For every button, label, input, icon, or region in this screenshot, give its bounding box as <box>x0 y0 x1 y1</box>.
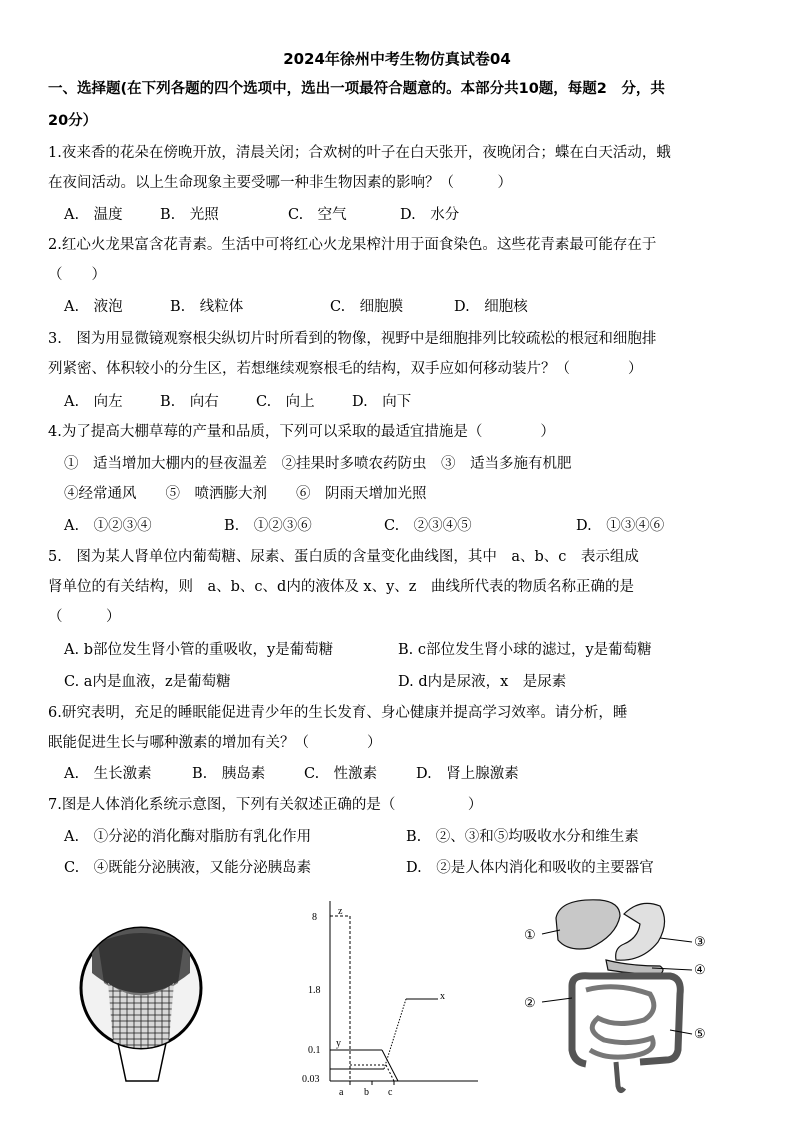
graph-x-tick-a: a <box>339 1087 344 1098</box>
label-5: ⑤ <box>694 1026 706 1041</box>
question-2-option-a[interactable]: A. 液泡 <box>64 299 123 315</box>
question-5-option-d[interactable]: D. d内是尿液，x 是尿素 <box>398 674 567 690</box>
question-6-line2: 眠能促进生长与哪种激素的增加有关？（ ） <box>48 735 382 751</box>
nephron-content-graph <box>298 893 488 1098</box>
question-2-line1: 2.红心火龙果富含花青素。生活中可将红心火龙果榨汁用于面食染色。这些花青素最可能存在于 <box>48 237 657 253</box>
graph-x-tick-c: c <box>388 1087 393 1098</box>
question-1-line2: 在夜间活动。以上生命现象主要受哪一种非生物因素的影响？（ ） <box>48 175 512 191</box>
question-4-measures-2: ④经常通风 ⑤ 喷洒膨大剂 ⑥ 阴雨天增加光照 <box>64 486 427 502</box>
question-4-option-c[interactable]: C. ②③④⑤ <box>384 518 472 534</box>
question-5-option-c[interactable]: C. a内是血液，z是葡萄糖 <box>64 674 231 690</box>
question-7-option-a[interactable]: A. ①分泌的消化酶对脂肪有乳化作用 <box>64 829 312 845</box>
rectum-shape <box>616 1062 624 1091</box>
question-4-option-d[interactable]: D. ①③④⑥ <box>576 518 665 534</box>
section-heading-line1: 一、选择题(在下列各题的四个选项中，选出一项最符合题意的。本部分共10题，每题2 分，共 <box>48 81 665 97</box>
question-5-line3: （ ） <box>48 609 121 625</box>
question-7-line1: 7.图是人体消化系统示意图，下列有关叙述正确的是（ ） <box>48 797 483 813</box>
small-intestine-shape <box>586 987 654 1057</box>
question-7-option-d[interactable]: D. ②是人体内消化和吸收的主要器官 <box>406 860 654 876</box>
label-2: ② <box>524 995 536 1010</box>
question-4-measures-1: ① 适当增加大棚内的昼夜温差 ②挂果时多喷农药防虫 ③ 适当多施有机肥 <box>64 456 572 472</box>
question-7-option-c[interactable]: C. ④既能分泌胰液，又能分泌胰岛素 <box>64 860 312 876</box>
question-3-option-d[interactable]: D. 向下 <box>352 394 412 410</box>
label-4: ④ <box>694 962 706 977</box>
root-tip-micrograph <box>78 913 204 1083</box>
question-1-option-b[interactable]: B. 光照 <box>160 207 219 223</box>
paper-title: 2024年徐州中考生物仿真试卷04 <box>283 50 511 68</box>
question-3-option-c[interactable]: C. 向上 <box>256 394 315 410</box>
question-1-line1: 1.夜来香的花朵在傍晚开放，清晨关闭；合欢树的叶子在白天张开，夜晚闭合；蝶在白天活动，蛾 <box>48 145 671 161</box>
label-3: ③ <box>694 934 706 949</box>
question-1-option-c[interactable]: C. 空气 <box>288 207 347 223</box>
question-3-option-b[interactable]: B. 向右 <box>160 394 219 410</box>
question-1-option-d[interactable]: D. 水分 <box>400 207 460 223</box>
graph-curve-label-z: z <box>338 906 343 917</box>
question-2-option-b[interactable]: B. 线粒体 <box>170 299 244 315</box>
pancreas-shape <box>606 960 663 974</box>
question-2-option-d[interactable]: D. 细胞核 <box>454 299 528 315</box>
digestive-system-diagram <box>520 890 720 1100</box>
question-7-option-b[interactable]: B. ②、③和⑤均吸收水分和维生素 <box>406 829 639 845</box>
question-2-option-c[interactable]: C. 细胞膜 <box>330 299 404 315</box>
graph-y-tick-1.8: 1.8 <box>308 985 321 996</box>
graph-y-tick-8: 8 <box>312 912 317 923</box>
question-6-line1: 6.研究表明，充足的睡眠能促进青少年的生长发育、身心健康并提高学习效率。请分析，睡 <box>48 705 628 721</box>
question-6-option-c[interactable]: C. 性激素 <box>304 766 378 782</box>
question-4-option-a[interactable]: A. ①②③④ <box>64 518 152 534</box>
question-5-line1: 5. 图为某人肾单位内葡萄糖、尿素、蛋白质的含量变化曲线图，其中 a、b、c 表示组成 <box>48 549 639 565</box>
question-5-option-b[interactable]: B. c部位发生肾小球的滤过，y是葡萄糖 <box>398 642 652 658</box>
section-heading-line2: 20分） <box>48 113 98 129</box>
label-1: ① <box>524 927 536 942</box>
graph-y-tick-0.03: 0.03 <box>302 1074 320 1085</box>
question-1-option-a[interactable]: A. 温度 <box>64 207 123 223</box>
question-3-line1: 3. 图为用显微镜观察根尖纵切片时所看到的物像，视野中是细胞排列比较疏松的根冠和细胞排 <box>48 331 657 347</box>
question-3-option-a[interactable]: A. 向左 <box>64 394 123 410</box>
graph-x-tick-b: b <box>364 1087 369 1098</box>
question-2-line2: （ ） <box>48 267 106 283</box>
question-5-line2: 肾单位的有关结构，则 a、b、c、d内的液体及 x、y、z 曲线所代表的物质名称正确的是 <box>48 579 634 595</box>
question-6-option-b[interactable]: B. 胰岛素 <box>192 766 266 782</box>
question-4-line1: 4.为了提高大棚草莓的产量和品质，下列可以采取的最适宜措施是（ ） <box>48 424 555 440</box>
question-6-option-a[interactable]: A. 生长激素 <box>64 766 152 782</box>
graph-curve-label-y: y <box>336 1038 341 1049</box>
liver-shape <box>556 900 620 949</box>
question-6-option-d[interactable]: D. 肾上腺激素 <box>416 766 519 782</box>
stomach-shape <box>616 903 665 960</box>
question-5-option-a[interactable]: A. b部位发生肾小管的重吸收，y是葡萄糖 <box>64 642 334 658</box>
graph-y-tick-0.1: 0.1 <box>308 1045 321 1056</box>
graph-curve-label-x: x <box>440 991 445 1002</box>
question-3-line2: 列紧密、体积较小的分生区，若想继续观察根毛的结构，双手应如何移动装片？（ ） <box>48 361 643 377</box>
question-4-option-b[interactable]: B. ①②③⑥ <box>224 518 312 534</box>
